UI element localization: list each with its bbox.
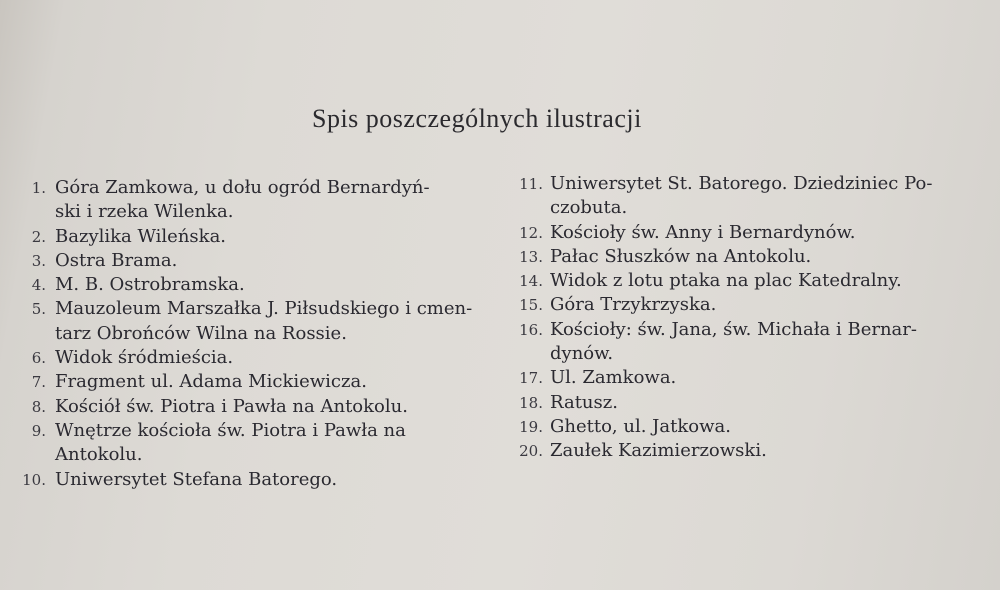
list-item	[505, 293, 1000, 317]
item-text-line: Ratusz.	[550, 391, 618, 413]
item-text-line: ski i rzeka Wilenka.	[55, 201, 234, 223]
item-number: 3.	[31, 251, 46, 270]
item-number: 12.	[519, 223, 543, 242]
item-number: 9.	[31, 421, 46, 440]
item-text-line: Antokolu.	[55, 444, 143, 466]
item-number: 13.	[519, 247, 543, 266]
item-text-line: Widok z lotu ptaka na plac Katedralny.	[550, 270, 902, 292]
list-item	[505, 415, 1000, 439]
item-text	[550, 439, 1000, 463]
item-number: 1.	[31, 179, 46, 197]
item-number: 5.	[31, 300, 46, 319]
item-number: 8.	[31, 397, 46, 416]
item-number: 7.	[31, 373, 46, 392]
list-item	[505, 172, 1000, 221]
item-text-line: Uniwersytet Stefana Batorego.	[55, 468, 338, 490]
list-item	[0, 468, 490, 492]
item-text	[550, 415, 1000, 439]
item-text-line: czobuta.	[550, 197, 628, 219]
item-number: 11.	[519, 175, 543, 193]
item-text-line: Kościół św. Piotra i Pawła na Antokolu.	[55, 395, 408, 417]
illustration-list-right	[0, 172, 1000, 464]
item-number: 15.	[519, 296, 543, 315]
item-text-line: Ghetto, ul. Jatkowa.	[550, 415, 731, 437]
item-number: 17.	[519, 369, 543, 388]
item-text	[550, 172, 1000, 221]
item-number: 10.	[22, 470, 46, 489]
item-number: 2.	[31, 227, 46, 246]
item-text	[550, 366, 1000, 390]
item-number: 20.	[519, 442, 543, 461]
item-text	[550, 293, 1000, 317]
item-number: 19.	[519, 417, 543, 436]
list-item	[505, 366, 1000, 390]
list-item	[505, 269, 1000, 293]
item-text-line: Zaułek Kazimierzowski.	[550, 440, 767, 462]
item-text-line: Uniwersytet St. Batorego. Dziedziniec Po-	[550, 173, 933, 194]
item-text-line: Mauzoleum Marszałka J. Piłsudskiego i cmen-	[55, 298, 473, 320]
item-text-line: Fragment ul. Adama Mickiewicza.	[55, 371, 367, 393]
item-text-line: Kościoły św. Anny i Bernardynów.	[550, 221, 856, 243]
list-item	[505, 439, 1000, 463]
list-item	[505, 221, 1000, 245]
item-number: 14.	[519, 272, 543, 291]
item-text	[550, 245, 1000, 269]
item-number: 4.	[31, 276, 46, 295]
list-item	[505, 391, 1000, 415]
item-text-line: Bazylika Wileńska.	[55, 225, 227, 247]
item-text	[550, 391, 1000, 415]
item-text-line: Ul. Zamkowa.	[550, 367, 677, 389]
item-text-line: Góra Trzykrzyska.	[550, 294, 717, 316]
item-text-line: Wnętrze kościoła św. Piotra i Pawła na	[55, 419, 406, 441]
item-text-line: dynów.	[550, 343, 614, 365]
item-text	[550, 318, 1000, 367]
item-text-line: Kościoły: św. Jana, św. Michała i Bernar-	[550, 318, 917, 340]
item-text-line: Widok śródmieścia.	[55, 347, 234, 369]
item-text	[550, 221, 1000, 245]
item-text-line: Pałac Słuszków na Antokolu.	[550, 245, 812, 267]
item-text-line: M. B. Ostrobramska.	[55, 274, 245, 296]
page-title: Spis poszczególnych ilustracji	[312, 104, 642, 133]
item-number: 16.	[519, 320, 543, 339]
item-number: 6.	[31, 349, 46, 368]
list-item	[505, 245, 1000, 269]
item-text	[550, 269, 1000, 293]
item-text-line: Góra Zamkowa, u dołu ogród Bernardyń-	[55, 177, 430, 198]
list-item	[505, 318, 1000, 367]
item-text-line: tarz Obrońców Wilna na Rossie.	[55, 322, 347, 344]
item-number: 18.	[519, 393, 543, 412]
item-text-line: Ostra Brama.	[55, 249, 178, 271]
item-text	[55, 468, 490, 492]
